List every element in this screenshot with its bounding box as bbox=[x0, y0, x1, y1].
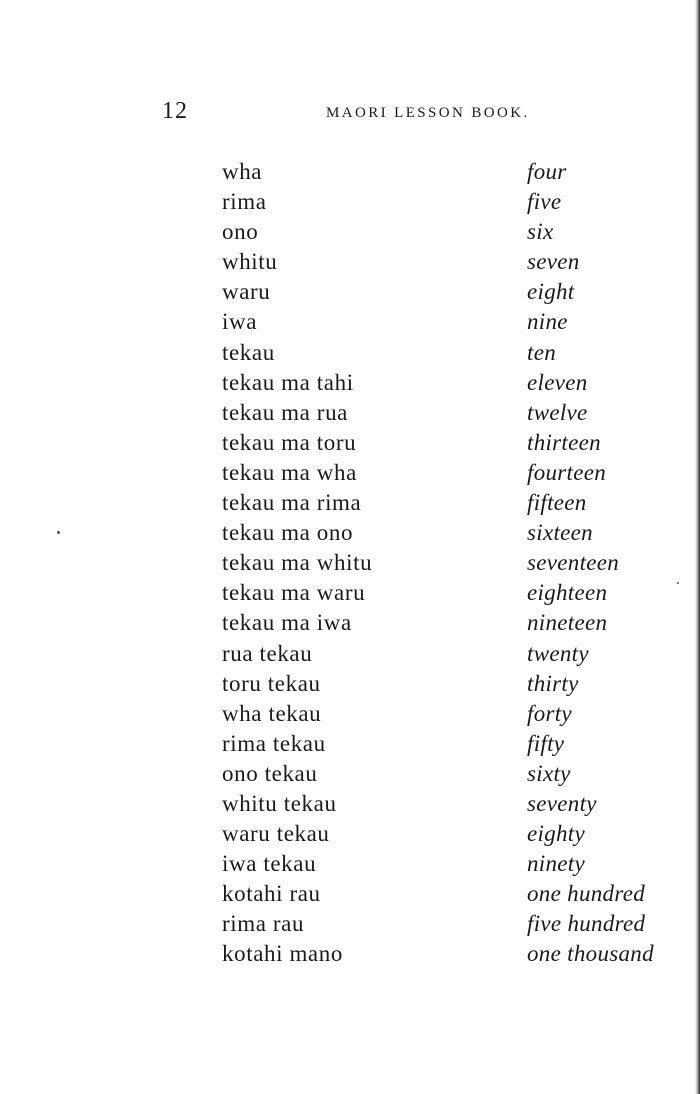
english-translation: eighty bbox=[527, 821, 585, 847]
vocab-row bbox=[0, 458, 700, 488]
vocab-row bbox=[0, 879, 700, 909]
vocab-row bbox=[0, 217, 700, 247]
vocab-row bbox=[0, 939, 700, 969]
english-translation: ninety bbox=[527, 851, 585, 877]
page-edge-shadow bbox=[695, 0, 700, 1094]
english-translation: eighteen bbox=[527, 580, 608, 606]
english-translation: eleven bbox=[527, 369, 588, 395]
maori-word: tekau ma ono bbox=[222, 520, 354, 546]
maori-word: rua tekau bbox=[222, 640, 313, 666]
english-translation: seventeen bbox=[527, 550, 620, 576]
english-translation: seven bbox=[527, 249, 580, 275]
vocab-row bbox=[0, 909, 700, 939]
english-translation: nine bbox=[527, 309, 568, 335]
print-speck bbox=[57, 531, 60, 534]
english-translation: nineteen bbox=[527, 610, 608, 636]
vocab-row bbox=[0, 488, 700, 518]
maori-word: ono bbox=[222, 219, 259, 245]
vocab-row bbox=[0, 639, 700, 669]
maori-word: tekau ma whitu bbox=[222, 550, 373, 576]
maori-word: tekau ma rima bbox=[222, 490, 362, 516]
vocab-row bbox=[0, 428, 700, 458]
maori-word: tekau ma rua bbox=[222, 399, 348, 425]
vocab-row bbox=[0, 849, 700, 879]
vocab-row bbox=[0, 819, 700, 849]
maori-word: iwa tekau bbox=[222, 851, 317, 877]
english-translation: thirty bbox=[527, 670, 579, 696]
maori-word: kotahi mano bbox=[222, 941, 343, 967]
english-translation: fifty bbox=[527, 730, 565, 756]
maori-word: waru bbox=[222, 279, 271, 305]
maori-word: toru tekau bbox=[222, 670, 321, 696]
vocab-row bbox=[0, 669, 700, 699]
print-speck bbox=[677, 582, 679, 584]
vocab-row bbox=[0, 548, 700, 578]
maori-word: tekau ma wha bbox=[222, 459, 357, 485]
vocab-row bbox=[0, 277, 700, 307]
page-number: 12 bbox=[162, 98, 188, 124]
running-title: MAORI LESSON BOOK. bbox=[326, 105, 530, 121]
vocab-row bbox=[0, 729, 700, 759]
english-translation: sixty bbox=[527, 760, 571, 786]
vocab-row bbox=[0, 307, 700, 337]
vocab-row bbox=[0, 247, 700, 277]
maori-word: tekau ma waru bbox=[222, 580, 366, 606]
vocab-row bbox=[0, 338, 700, 368]
page-header bbox=[0, 98, 700, 128]
maori-word: whitu bbox=[222, 249, 278, 275]
maori-word: kotahi rau bbox=[222, 881, 321, 907]
english-translation: four bbox=[527, 159, 567, 184]
english-translation: fifteen bbox=[527, 490, 587, 516]
maori-word: iwa bbox=[222, 309, 258, 335]
maori-word: tekau ma tahi bbox=[222, 369, 354, 395]
maori-word: rima bbox=[222, 189, 267, 215]
vocab-row bbox=[0, 398, 700, 428]
vocabulary-list bbox=[0, 157, 700, 970]
maori-word: ono tekau bbox=[222, 760, 318, 786]
english-translation: forty bbox=[527, 700, 572, 726]
vocab-row bbox=[0, 518, 700, 548]
english-translation: six bbox=[527, 219, 554, 245]
english-translation: seventy bbox=[527, 790, 597, 816]
english-translation: ten bbox=[527, 339, 556, 365]
maori-word: rima tekau bbox=[222, 730, 326, 756]
maori-word: tekau ma iwa bbox=[222, 610, 352, 636]
maori-word: wha bbox=[222, 159, 263, 184]
vocab-row bbox=[0, 759, 700, 789]
english-translation: one hundred bbox=[527, 881, 646, 907]
vocab-row bbox=[0, 578, 700, 608]
maori-word: whitu tekau bbox=[222, 790, 337, 816]
english-translation: five bbox=[527, 189, 562, 215]
english-translation: thirteen bbox=[527, 429, 601, 455]
maori-word: wha tekau bbox=[222, 700, 322, 726]
maori-word: tekau ma toru bbox=[222, 429, 357, 455]
vocab-row bbox=[0, 789, 700, 819]
english-translation: eight bbox=[527, 279, 575, 305]
vocab-row bbox=[0, 157, 700, 187]
english-translation: twenty bbox=[527, 640, 589, 666]
vocab-row bbox=[0, 608, 700, 638]
english-translation: twelve bbox=[527, 399, 588, 425]
maori-word: waru tekau bbox=[222, 821, 330, 847]
english-translation: one thousand bbox=[527, 941, 654, 967]
maori-word: rima rau bbox=[222, 911, 305, 937]
english-translation: five hundred bbox=[527, 911, 646, 937]
english-translation: fourteen bbox=[527, 459, 607, 485]
vocab-row bbox=[0, 699, 700, 729]
maori-word: tekau bbox=[222, 339, 275, 365]
english-translation: sixteen bbox=[527, 520, 593, 546]
vocab-row bbox=[0, 368, 700, 398]
vocab-row bbox=[0, 187, 700, 217]
